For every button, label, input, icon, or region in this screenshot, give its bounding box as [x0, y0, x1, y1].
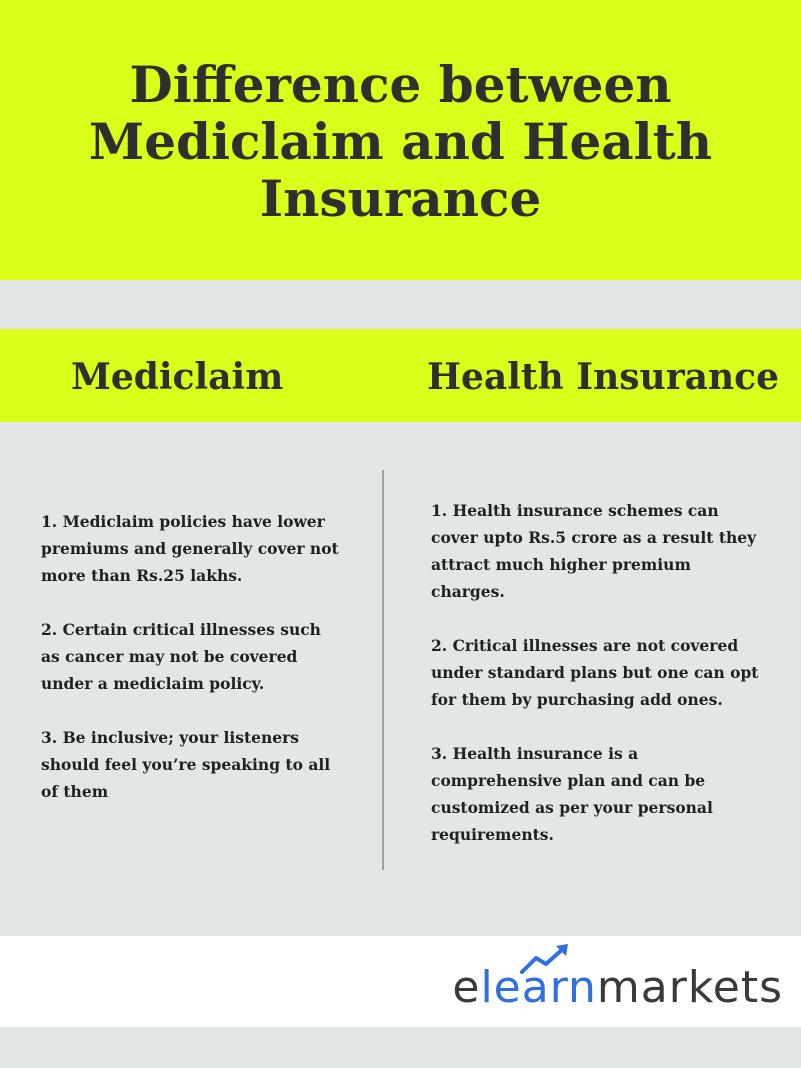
- title-line-1: Difference between: [129, 55, 672, 114]
- mediclaim-point-2: 2. Certain critical illnesses such as cancer may not be covered under a mediclaim policy.: [41, 620, 321, 693]
- mediclaim-point-3: 3. Be inclusive; your listeners should feel you’re speaking to all of them: [41, 728, 331, 801]
- mediclaim-heading: Mediclaim: [71, 356, 284, 398]
- health-insurance-point-1: 1. Health insurance schemes can cover upto Rs.5 crore as a result they attract much higher premium charges.: [431, 501, 757, 601]
- title-line-2: Mediclaim and Health: [88, 112, 713, 171]
- page-title: [0, 56, 801, 227]
- health-insurance-points: [431, 497, 766, 875]
- health-insurance-point-2: 2. Critical illnesses are not covered under standard plans but one can opt for them by purchasing add ones.: [431, 636, 759, 709]
- mediclaim-point-1: 1. Mediclaim policies have lower premiums and generally cover not more than Rs.25 lakhs.: [41, 512, 339, 585]
- health-insurance-heading: Health Insurance: [427, 356, 780, 398]
- logo-part-markets: markets: [596, 962, 783, 1013]
- elearnmarkets-logo[interactable]: [452, 958, 783, 1018]
- column-divider: [382, 470, 384, 870]
- mediclaim-points: [41, 508, 341, 832]
- title-line-3: Insurance: [259, 169, 542, 228]
- logo-part-learn: learn: [480, 962, 597, 1013]
- health-insurance-point-3: 3. Health insurance is a comprehensive plan and can be customized as per your personal requirements.: [431, 744, 713, 844]
- logo-part-e: e: [452, 962, 481, 1013]
